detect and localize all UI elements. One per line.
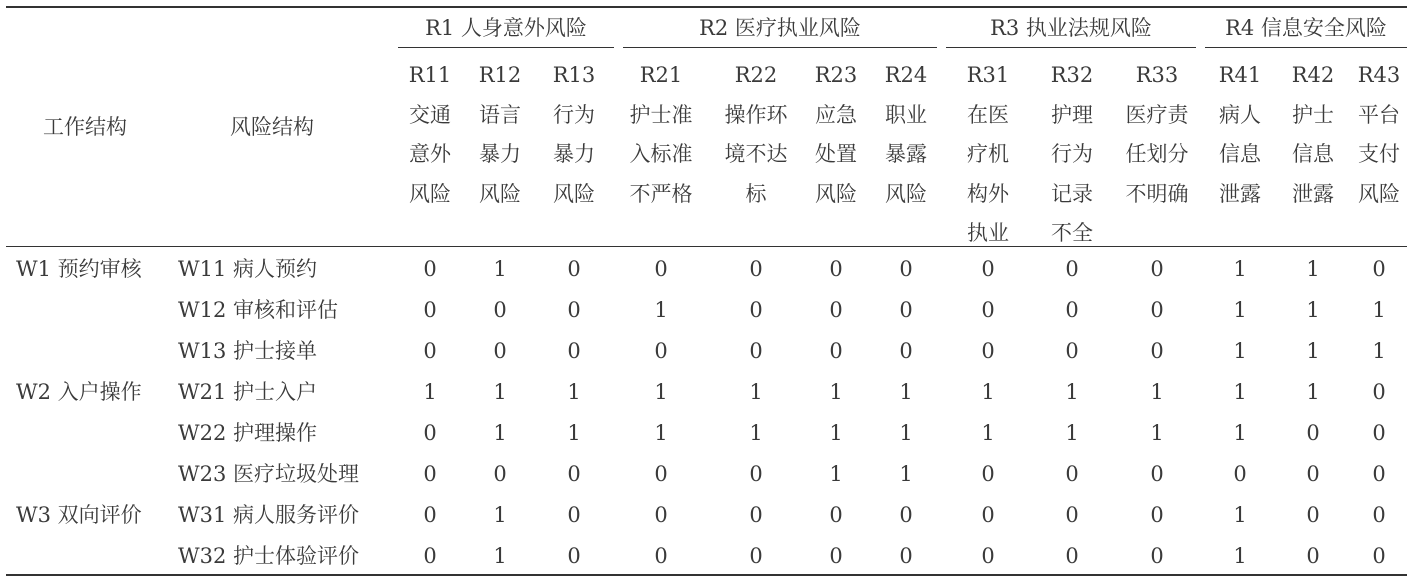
matrix-cell: 0 [567, 503, 581, 527]
matrix-cell: 1 [1372, 339, 1386, 363]
work-structure-label: W1 预约审核 [16, 257, 142, 281]
matrix-cell: 1 [1065, 421, 1079, 445]
column-name-line: 执业 [967, 221, 1009, 245]
column-name-line: 疗机 [967, 142, 1009, 166]
column-code: R11 [408, 63, 452, 87]
column-name-line: 护士准 [629, 102, 693, 127]
matrix-cell: 0 [829, 298, 843, 322]
matrix-cell: 0 [654, 462, 668, 486]
column-code: R32 [1050, 63, 1094, 87]
matrix-cell: 1 [1306, 257, 1320, 281]
matrix-cell: 0 [1306, 544, 1320, 568]
column-name-line: 护理 [1051, 102, 1093, 127]
matrix-cell: 0 [654, 503, 668, 527]
col-header-risk: 风险结构 [230, 115, 314, 139]
column-name-line: 境不达 [724, 142, 788, 166]
matrix-cell: 0 [749, 257, 763, 281]
matrix-cell: 1 [1306, 380, 1320, 404]
matrix-cell: 1 [899, 380, 913, 404]
col-header-work: 工作结构 [43, 115, 127, 139]
matrix-cell: 1 [1233, 503, 1247, 527]
matrix-cell: 1 [654, 380, 668, 404]
matrix-cell: 0 [1150, 298, 1164, 322]
matrix-cell: 0 [749, 298, 763, 322]
column-code: R13 [552, 63, 596, 87]
matrix-cell: 0 [981, 462, 995, 486]
matrix-cell: 1 [1233, 380, 1247, 404]
matrix-cell: 0 [1065, 503, 1079, 527]
column-header-r43 [1347, 56, 1411, 214]
column-name-line: 行为 [553, 102, 595, 127]
matrix-cell: 0 [981, 257, 995, 281]
matrix-cell: 0 [493, 462, 507, 486]
matrix-cell: 1 [493, 544, 507, 568]
matrix-cell: 1 [1233, 257, 1247, 281]
column-name-line: 标 [745, 181, 767, 206]
matrix-cell: 0 [423, 257, 437, 281]
matrix-cell: 0 [829, 544, 843, 568]
column-name-line: 语言 [479, 102, 521, 127]
risk-matrix-table [6, 6, 1407, 577]
group-header-r4: R4 信息安全风险 [1225, 16, 1387, 40]
matrix-cell: 0 [1065, 544, 1079, 568]
matrix-cell: 0 [423, 421, 437, 445]
matrix-cell: 1 [749, 380, 763, 404]
column-header-r24 [874, 56, 938, 214]
column-name-line: 意外 [409, 142, 451, 166]
column-code: R21 [639, 63, 683, 87]
matrix-cell: 0 [1372, 462, 1386, 486]
matrix-cell: 0 [567, 462, 581, 486]
matrix-cell: 0 [981, 503, 995, 527]
column-code: R12 [478, 63, 522, 87]
column-name-line: 风险 [409, 181, 451, 206]
matrix-cell: 1 [1150, 421, 1164, 445]
column-header-r41 [1208, 56, 1272, 214]
risk-structure-label: W12 审核和评估 [178, 298, 338, 322]
group-rule-r3 [946, 47, 1196, 48]
matrix-cell: 0 [1233, 462, 1247, 486]
column-name-line: 职业 [885, 102, 927, 127]
column-name-line: 任划分 [1125, 142, 1189, 166]
column-code: R23 [814, 63, 858, 87]
group-rule-r1 [398, 47, 614, 48]
matrix-cell: 1 [981, 380, 995, 404]
column-code: R41 [1218, 63, 1262, 87]
matrix-cell: 0 [749, 339, 763, 363]
matrix-cell: 1 [1372, 298, 1386, 322]
matrix-cell: 0 [899, 503, 913, 527]
matrix-cell: 0 [567, 257, 581, 281]
column-header-r13 [542, 56, 606, 214]
matrix-cell: 0 [654, 339, 668, 363]
matrix-cell: 0 [1372, 544, 1386, 568]
matrix-cell: 1 [1233, 339, 1247, 363]
column-name-line: 在医 [967, 102, 1009, 127]
column-name-line: 暴露 [885, 142, 927, 166]
matrix-cell: 0 [567, 339, 581, 363]
risk-structure-label: W11 病人预约 [178, 257, 317, 281]
matrix-cell: 1 [423, 380, 437, 404]
matrix-cell: 1 [749, 421, 763, 445]
matrix-cell: 1 [1233, 421, 1247, 445]
matrix-cell: 1 [981, 421, 995, 445]
matrix-cell: 0 [493, 298, 507, 322]
column-name-line: 风险 [553, 181, 595, 206]
risk-structure-label: W22 护理操作 [178, 421, 317, 445]
column-code: R22 [734, 63, 778, 87]
matrix-cell: 0 [1065, 257, 1079, 281]
risk-structure-label: W31 病人服务评价 [178, 503, 359, 527]
matrix-cell: 0 [749, 462, 763, 486]
matrix-cell: 0 [1150, 503, 1164, 527]
group-header-r2: R2 医疗执业风险 [699, 16, 861, 40]
column-name-line: 风险 [815, 181, 857, 206]
column-name-line: 交通 [409, 102, 451, 127]
risk-structure-label: W13 护士接单 [178, 339, 317, 363]
work-structure-label: W3 双向评价 [16, 503, 142, 527]
matrix-cell: 1 [493, 380, 507, 404]
matrix-cell: 0 [981, 339, 995, 363]
column-header-r12 [468, 56, 532, 214]
matrix-cell: 0 [1372, 380, 1386, 404]
column-name-line: 风险 [885, 181, 927, 206]
matrix-cell: 0 [1065, 462, 1079, 486]
matrix-cell: 0 [981, 544, 995, 568]
column-header-r31 [956, 56, 1020, 254]
matrix-cell: 1 [829, 462, 843, 486]
matrix-cell: 0 [1150, 462, 1164, 486]
column-name-line: 信息 [1219, 142, 1261, 166]
matrix-cell: 1 [1233, 544, 1247, 568]
column-header-r33 [1115, 56, 1199, 214]
matrix-cell: 0 [981, 298, 995, 322]
column-code: R42 [1291, 63, 1335, 87]
matrix-cell: 0 [493, 339, 507, 363]
header-bottom-rule [6, 246, 1407, 247]
risk-structure-label: W32 护士体验评价 [178, 544, 359, 568]
matrix-cell: 1 [567, 380, 581, 404]
matrix-cell: 0 [654, 257, 668, 281]
matrix-cell: 0 [567, 544, 581, 568]
matrix-cell: 0 [1065, 339, 1079, 363]
matrix-cell: 0 [1306, 503, 1320, 527]
matrix-cell: 0 [567, 298, 581, 322]
matrix-cell: 0 [654, 544, 668, 568]
matrix-cell: 1 [567, 421, 581, 445]
matrix-cell: 1 [493, 421, 507, 445]
column-name-line: 信息 [1292, 142, 1334, 166]
column-name-line: 应急 [815, 102, 857, 127]
top-rule [6, 6, 1407, 8]
matrix-cell: 1 [829, 380, 843, 404]
matrix-cell: 0 [1065, 298, 1079, 322]
bottom-rule [6, 574, 1407, 576]
column-name-line: 不严格 [629, 181, 693, 206]
column-header-r22 [710, 56, 802, 214]
matrix-cell: 1 [899, 462, 913, 486]
matrix-cell: 0 [829, 257, 843, 281]
column-code: R43 [1357, 63, 1401, 87]
matrix-cell: 0 [1372, 503, 1386, 527]
column-name-line: 记录 [1051, 181, 1093, 206]
matrix-cell: 1 [1150, 380, 1164, 404]
column-name-line: 行为 [1051, 142, 1093, 166]
matrix-cell: 0 [749, 503, 763, 527]
column-name-line: 泄露 [1292, 181, 1334, 206]
column-header-r32 [1040, 56, 1104, 254]
column-header-r42 [1281, 56, 1345, 214]
column-name-line: 处置 [815, 142, 857, 166]
matrix-cell: 1 [1306, 298, 1320, 322]
column-name-line: 病人 [1219, 102, 1261, 127]
matrix-cell: 0 [1306, 421, 1320, 445]
column-code: R33 [1135, 63, 1179, 87]
matrix-cell: 0 [1306, 462, 1320, 486]
matrix-cell: 1 [654, 421, 668, 445]
matrix-cell: 1 [829, 421, 843, 445]
column-name-line: 医疗责 [1125, 102, 1189, 127]
matrix-cell: 0 [1372, 421, 1386, 445]
column-header-r21 [621, 56, 701, 214]
matrix-cell: 0 [423, 339, 437, 363]
matrix-cell: 0 [1150, 544, 1164, 568]
matrix-cell: 0 [423, 503, 437, 527]
matrix-cell: 0 [899, 298, 913, 322]
matrix-cell: 0 [829, 339, 843, 363]
matrix-cell: 1 [493, 257, 507, 281]
matrix-cell: 0 [423, 462, 437, 486]
column-name-line: 构外 [967, 181, 1009, 206]
matrix-cell: 0 [899, 544, 913, 568]
column-code: R24 [884, 63, 928, 87]
group-header-r3: R3 执业法规风险 [990, 16, 1152, 40]
matrix-cell: 1 [654, 298, 668, 322]
matrix-cell: 1 [1233, 298, 1247, 322]
risk-structure-label: W21 护士入户 [178, 380, 317, 404]
matrix-cell: 1 [899, 421, 913, 445]
work-structure-label: W2 入户操作 [16, 380, 142, 404]
matrix-cell: 0 [829, 503, 843, 527]
matrix-cell: 0 [423, 298, 437, 322]
column-name-line: 入标准 [629, 142, 693, 166]
column-name-line: 不全 [1051, 221, 1093, 245]
column-name-line: 泄露 [1219, 181, 1261, 206]
column-header-r11 [398, 56, 462, 214]
column-name-line: 暴力 [553, 142, 595, 166]
column-name-line: 护士 [1292, 102, 1334, 127]
matrix-cell: 1 [1065, 380, 1079, 404]
matrix-cell: 0 [899, 339, 913, 363]
matrix-cell: 0 [1150, 339, 1164, 363]
column-name-line: 支付 [1358, 142, 1400, 166]
column-name-line: 不明确 [1125, 181, 1189, 206]
column-code: R31 [966, 63, 1010, 87]
column-name-line: 操作环 [724, 102, 788, 127]
matrix-cell: 0 [423, 544, 437, 568]
group-rule-r2 [623, 47, 937, 48]
matrix-cell: 1 [1306, 339, 1320, 363]
matrix-cell: 1 [493, 503, 507, 527]
matrix-cell: 0 [899, 257, 913, 281]
matrix-cell: 0 [1150, 257, 1164, 281]
column-header-r23 [804, 56, 868, 214]
column-name-line: 平台 [1358, 102, 1400, 127]
column-name-line: 风险 [1358, 181, 1400, 206]
group-rule-r4 [1205, 47, 1407, 48]
matrix-cell: 0 [749, 544, 763, 568]
column-name-line: 暴力 [479, 142, 521, 166]
group-header-r1: R1 人身意外风险 [425, 16, 587, 40]
matrix-cell: 0 [1372, 257, 1386, 281]
risk-structure-label: W23 医疗垃圾处理 [178, 462, 359, 486]
column-name-line: 风险 [479, 181, 521, 206]
